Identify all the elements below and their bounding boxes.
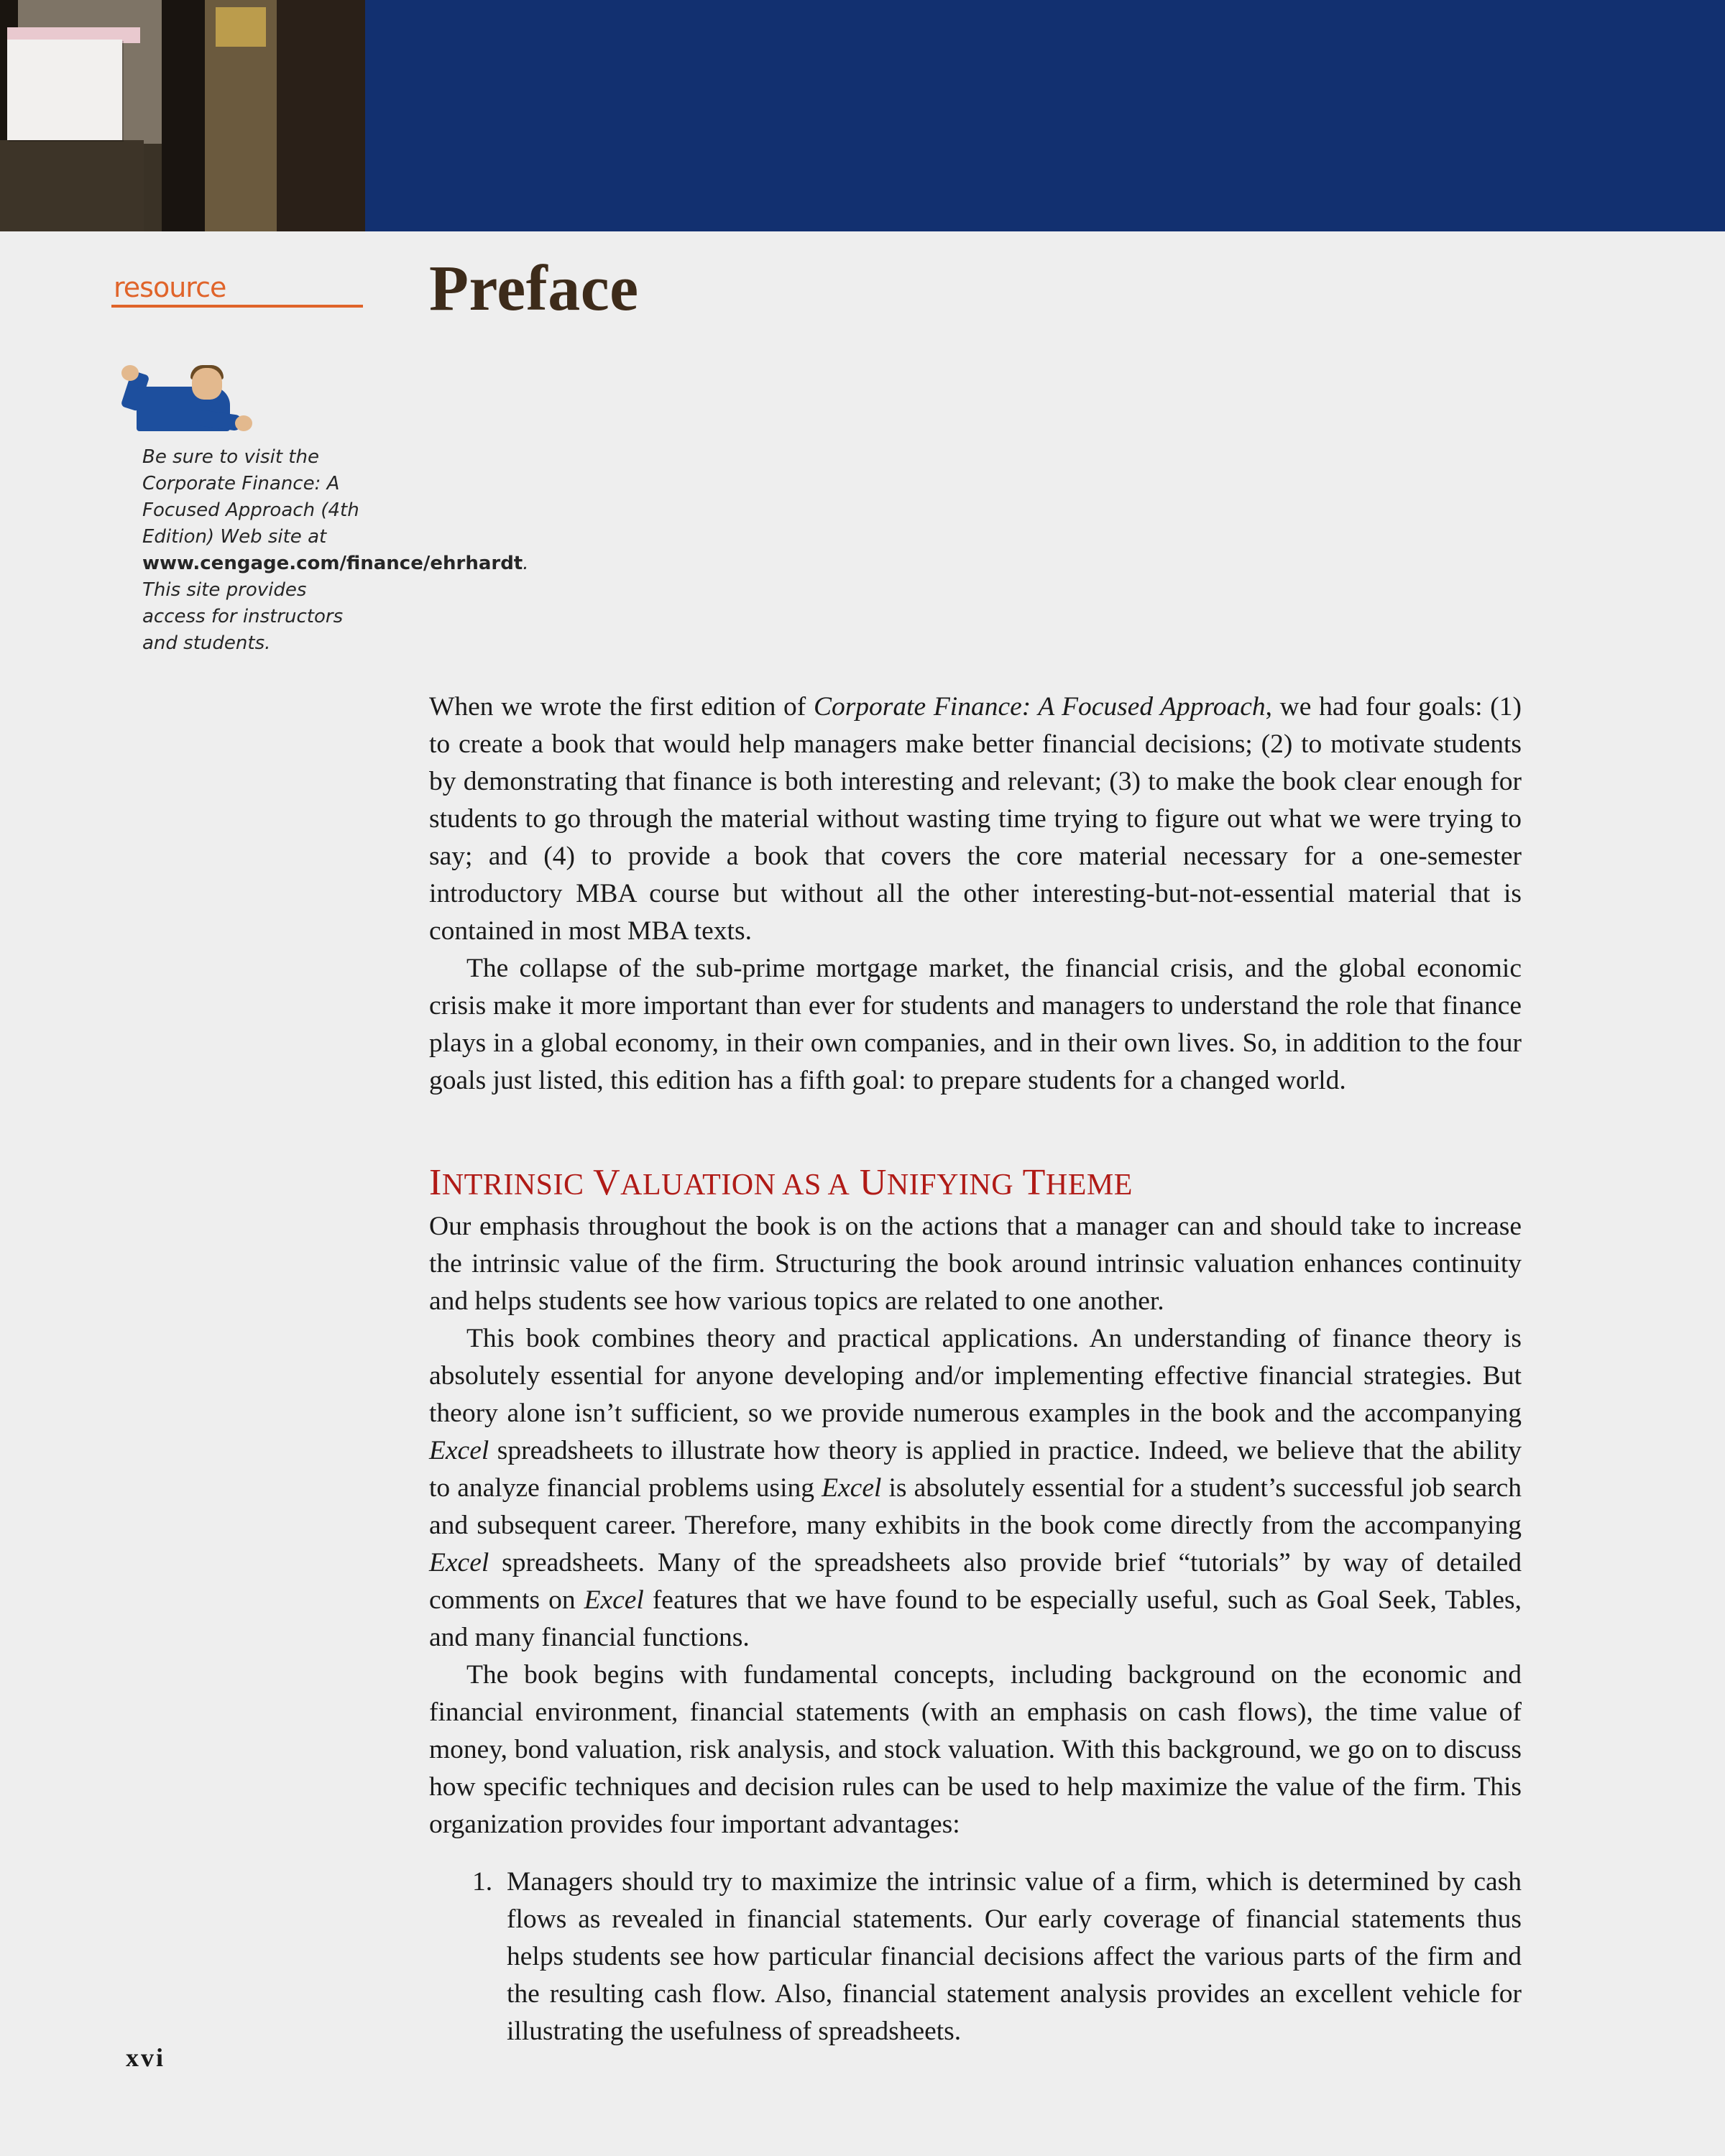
paragraph-crisis: The collapse of the sub-prime mortgage market, the financial crisis, and the global economic crisis make it more important than ever for students and managers to understand the role that finance plays in a global economy, in their own companies, and in their own lives. So, in addition to the four goals just listed, this edition has a fifth goal: to prepare students for a changed world. [429, 954, 1522, 1095]
waving-person-icon [111, 361, 363, 454]
heading-rest-2: ALUATION AS A [620, 1169, 850, 1202]
theory-text-d: spreadsheets. Many of the spreadsheets also provide brief “tutorials” by way of detailed comments on [429, 1548, 1522, 1615]
list-item-number: 1. [472, 1867, 493, 1897]
resource-note-line2: . This site provides access for instructors and students. [142, 553, 529, 654]
theory-text-a: This book combines theory and practical applications. An understanding of finance theory is absolutely essential for anyone developing and/or implementing effective financial strategies. But theory alone isn’t sufficient, so we provide numerous examples in the book and the accompanying [429, 1324, 1522, 1428]
theory-text-e: features that we have found to be especially useful, such as Goal Seek, Tables, and many financial functions. [429, 1585, 1522, 1652]
figure-hand-icon [121, 365, 139, 381]
photo-shape-dark [162, 0, 205, 231]
excel-italic-1: Excel [429, 1436, 489, 1465]
list-item [472, 1864, 1522, 2050]
heading-cap-i: I [429, 1162, 442, 1203]
theory-text-c: is absolutely essential for a student’s successful job search and subsequent career. Therefore, many exhibits in the book come directly from the accompanying [429, 1473, 1522, 1540]
resource-note-url[interactable]: www.cengage.com/finance/ehrhardt [142, 553, 523, 574]
photo-shape-foreground [0, 140, 144, 231]
paragraph-intro [429, 688, 1522, 950]
resource-note-line1-italic: Web site at [220, 526, 327, 548]
heading-cap-t: T [1013, 1162, 1046, 1203]
resource-note-line1: Be sure to visit the Corporate Finance: A Focused Approach (4th Edition) [142, 446, 359, 548]
paragraph-emphasis: Our emphasis throughout the book is on the actions that a manager can and should take to increase the intrinsic value of the firm. Structuring the book around intrinsic valuation enhances continuity and helps students see how various topics are related to one another. [429, 1212, 1522, 1316]
paragraph-book-structure: The book begins with fundamental concepts, including background on the economic and financial environment, financial statements (with an emphasis on cash flows), the time value of money, bond valuation, risk analysis, and stock valuation. With this background, we go on to discuss how specific techniques and decision rules can be used to help maximize the value of the firm. This organization provides four important advantages: [429, 1660, 1522, 1839]
heading-rest-4: HEME [1045, 1169, 1133, 1202]
photo-shape-white-block [7, 40, 122, 140]
resource-divider [111, 305, 363, 308]
resource-label: resource [114, 272, 226, 303]
heading-rest-3: NIFYING [886, 1169, 1014, 1202]
section-heading-intrinsic-valuation [429, 1164, 1522, 1204]
page-body [0, 231, 1725, 2156]
photo-shape-shadow [277, 0, 365, 231]
heading-cap-u: U [850, 1162, 887, 1203]
advantages-list [429, 1864, 1522, 2050]
chapter-opener-photo [0, 0, 365, 231]
excel-italic-3: Excel [429, 1548, 489, 1577]
list-item-text: Managers should try to maximize the intrinsic value of a firm, which is determined by cash flows as revealed in financial statements. Our early coverage of financial statements thus helps students see how particular financial decisions affect the various parts of the firm and the resulting cash flow. Also, financial statement analysis provides an excellent vehicle for illustrating the usefulness of spreadsheets. [507, 1867, 1522, 2046]
resource-margin-note [111, 361, 363, 454]
paragraph-theory-practice [429, 1320, 1522, 1657]
page-title: Preface [429, 253, 639, 324]
page-number: xvi [126, 2043, 166, 2072]
heading-cap-v: V [584, 1162, 621, 1203]
excel-italic-2: Excel [822, 1473, 882, 1503]
excel-italic-4: Excel [584, 1585, 644, 1615]
main-text-column [429, 688, 1522, 2050]
intro-text-a: When we wrote the first edition of [429, 692, 814, 722]
figure-head-icon [192, 368, 222, 400]
photo-shape-highlight [216, 7, 266, 47]
book-title-italic: Corporate Finance: A Focused Approach [813, 692, 1266, 722]
chapter-banner [0, 0, 1725, 231]
figure-hand2-icon [235, 415, 252, 431]
heading-rest-1: NTRINSIC [441, 1169, 584, 1202]
theory-text-b: spreadsheets to illustrate how theory is applied in practice. Indeed, we believe that the ability to analyze financial problems using [429, 1436, 1522, 1503]
resource-note-text [142, 444, 529, 657]
intro-text-b: , we had four goals: (1) to create a book that would help managers make better financial decisions; (2) to motivate students by demonstrating that finance is both interesting and relevant; (3) to make the book clear enough for students to go through the material without wasting time trying to figure out what we were trying to say; and (4) to provide a book that covers the core material necessary for a one-semester introductory MBA course but without all the other interesting-but-not-essential material that is contained in most MBA texts. [429, 692, 1522, 946]
